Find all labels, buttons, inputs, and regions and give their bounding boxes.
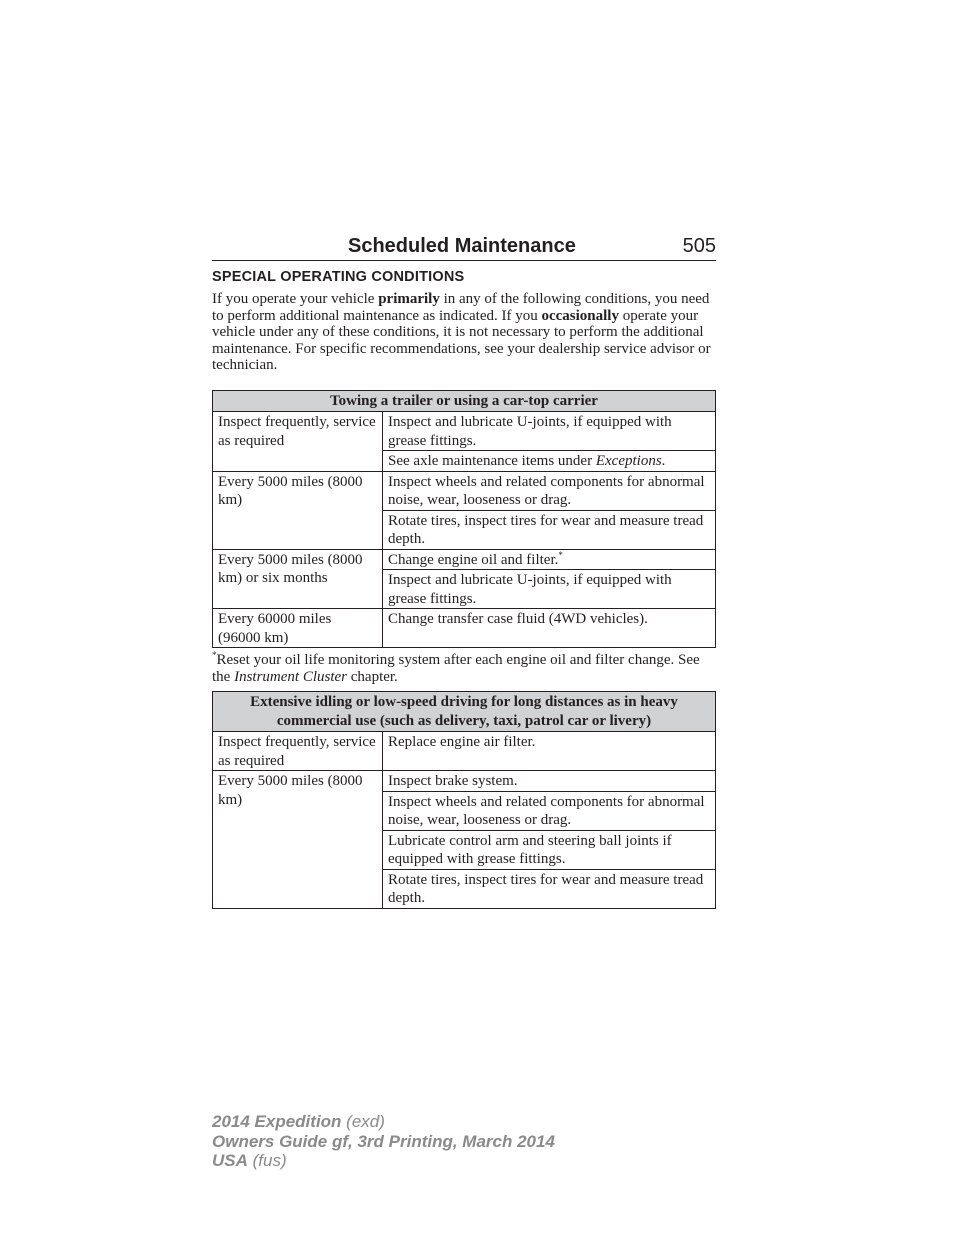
footer-line-2 — [212, 1132, 555, 1152]
footnote-marker: * — [212, 650, 217, 660]
footer-guide-info: Owners Guide gf, 3rd Printing, March 2014 — [212, 1131, 555, 1151]
interval-cell: Every 60000 miles (96000 km) — [213, 609, 383, 648]
table-heading: Extensive idling or low-speed driving for long distances as in heavy commercial use (such as delivery, taxi, patrol car or livery) — [213, 692, 716, 732]
interval-cell: Inspect frequently, service as required — [213, 732, 383, 771]
action-text-end: . — [661, 453, 666, 469]
section-heading: SPECIAL OPERATING CONDITIONS — [212, 269, 465, 285]
action-cell: Inspect brake system. — [383, 771, 716, 792]
footer-model: 2014 Expedition — [212, 1112, 342, 1131]
interval-cell: Every 5000 miles (8000 km) — [213, 471, 383, 549]
action-text: See axle maintenance items under — [388, 453, 596, 469]
table-header-row — [213, 390, 716, 412]
table-row — [213, 412, 716, 451]
table-row — [213, 732, 716, 771]
page-footer — [212, 1112, 555, 1171]
table-row — [213, 609, 716, 648]
footer-line-3 — [212, 1151, 555, 1171]
action-cell: Change transfer case fluid (4WD vehicles). — [383, 609, 716, 648]
interval-cell: Inspect frequently, service as required — [213, 412, 383, 472]
page-number: 505 — [682, 235, 716, 257]
intro-text-3: operate your vehicle under any of these conditions, it is not necessary to perform the additional maintenance. For specific recommendations, see your dealership service advisor or technician. — [212, 307, 711, 373]
instrument-cluster-reference: Instrument Cluster — [234, 668, 347, 685]
action-cell: Lubricate control arm and steering ball joints if equipped with grease fittings. — [383, 830, 716, 869]
intro-text-2: in any of the following conditions, you need to perform additional maintenance as indicated. If you — [212, 291, 710, 324]
table-row — [213, 471, 716, 510]
towing-maintenance-table — [212, 390, 716, 649]
action-text: Change engine oil and filter. — [388, 551, 559, 568]
interval-cell: Every 5000 miles (8000 km) or six months — [213, 549, 383, 609]
footer-line-1 — [212, 1112, 555, 1132]
page-header — [212, 228, 716, 261]
intro-bold-primarily: primarily — [378, 291, 440, 307]
action-cell: Rotate tires, inspect tires for wear and measure tread depth. — [383, 869, 716, 908]
action-cell: Inspect wheels and related components for abnormal noise, wear, looseness or drag. — [383, 791, 716, 830]
table-heading: Towing a trailer or using a car-top carrier — [213, 390, 716, 412]
table-row — [213, 549, 716, 570]
interval-cell: Every 5000 miles (8000 km) — [213, 771, 383, 909]
action-cell: Inspect wheels and related components for abnormal noise, wear, looseness or drag. — [383, 471, 716, 510]
exceptions-reference: Exceptions — [595, 453, 662, 469]
footnote — [212, 652, 716, 685]
action-cell: Inspect and lubricate U-joints, if equipped with grease fittings. — [383, 570, 716, 609]
action-cell — [383, 451, 716, 472]
intro-text-1: If you operate your vehicle — [212, 291, 379, 307]
footnote-marker: * — [558, 549, 563, 560]
intro-bold-occasionally: occasionally — [541, 307, 619, 324]
footer-model-code: (exd) — [341, 1112, 385, 1131]
idling-maintenance-table — [212, 691, 716, 909]
table-header-row — [213, 692, 716, 732]
action-cell: Replace engine air filter. — [383, 732, 716, 771]
footer-market: USA — [212, 1151, 248, 1170]
footnote-text-end: chapter. — [347, 668, 398, 685]
action-cell — [383, 549, 716, 570]
footer-market-code: (fus) — [247, 1151, 287, 1170]
page-content — [212, 228, 716, 909]
action-cell: Inspect and lubricate U-joints, if equipped with grease fittings. — [383, 412, 716, 451]
table-row — [213, 771, 716, 792]
action-cell: Rotate tires, inspect tires for wear and measure tread depth. — [383, 510, 716, 549]
footnote-text: Reset your oil life monitoring system after each engine oil and filter change. See the — [212, 652, 700, 685]
intro-paragraph — [212, 291, 716, 374]
chapter-title: Scheduled Maintenance — [348, 235, 576, 257]
